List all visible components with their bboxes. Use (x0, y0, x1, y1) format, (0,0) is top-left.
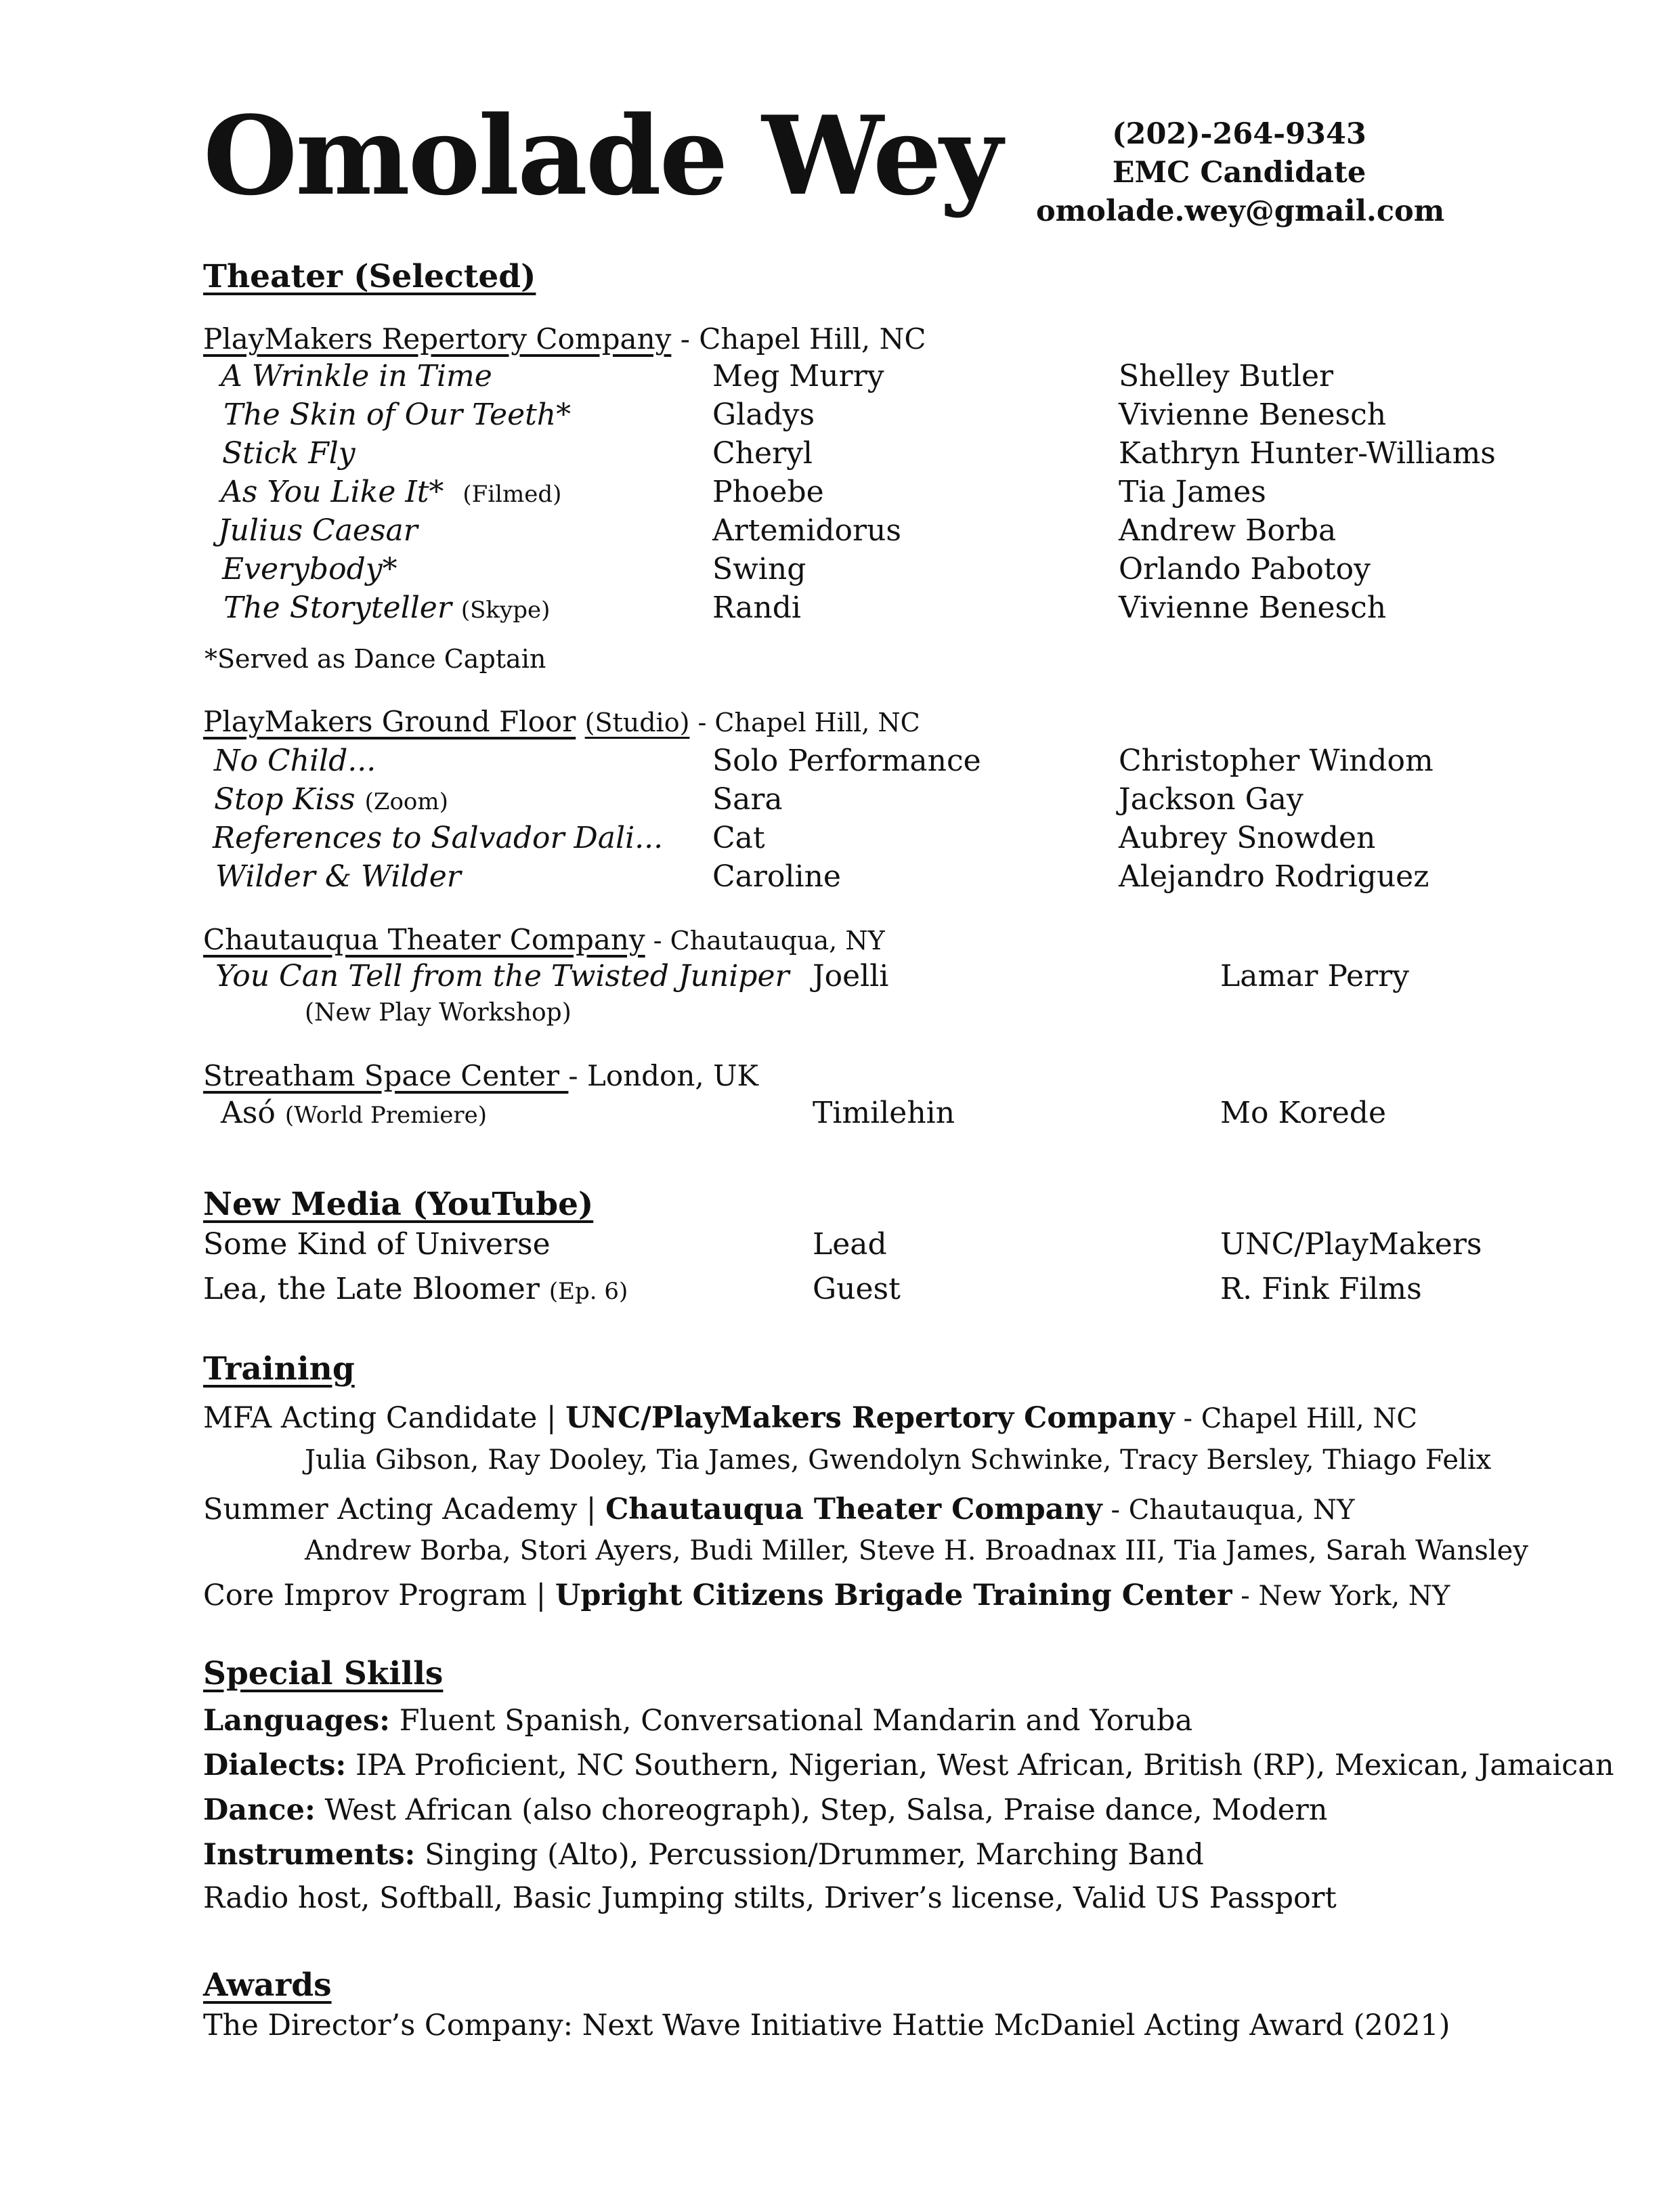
union-status: EMC Candidate (1112, 156, 1366, 190)
company-location: - Chapel Hill, NC (689, 708, 920, 737)
credit-row (0, 858, 1680, 896)
teacher-list: Julia Gibson, Ray Dooley, Tia James, Gwendolyn Schwinke, Tracy Bersley, Thiago Felix (305, 1444, 1492, 1476)
role: Lead (813, 1227, 887, 1262)
role: Artemidorus (712, 513, 901, 548)
role: Cat (712, 821, 765, 855)
show-title: Julius Caesar (218, 513, 418, 548)
phone-number: (202)-264-9343 (1112, 117, 1366, 151)
training-item (203, 1495, 1354, 1524)
director: Shelley Butler (1119, 359, 1334, 393)
credit-row (0, 742, 1680, 780)
credit-row (0, 473, 1680, 511)
show-title: You Can Tell from the Twisted Juniper (215, 959, 790, 993)
training-item (203, 1401, 1417, 1435)
production-note: (Skype) (460, 597, 551, 624)
awards-heading: Awards (203, 1967, 332, 2004)
company-chautauqua (203, 923, 885, 956)
training-heading: Training (203, 1350, 355, 1388)
contact-block (1036, 115, 1445, 231)
role: Caroline (712, 859, 841, 894)
company-location: - Chapel Hill, NC (671, 322, 926, 356)
production-note: (New Play Workshop) (305, 999, 572, 1027)
skill-dialects: Dialects: IPA Proficient, NC Southern, Nigerian, West African, British (RP), Mexican, Jamaican (203, 1749, 1614, 1782)
credit-row (0, 819, 1680, 857)
credit-row (0, 1094, 1680, 1132)
director: Alejandro Rodriguez (1119, 859, 1429, 894)
show-title: Everybody* (222, 552, 397, 586)
school: Chautauqua Theater Company (605, 1493, 1102, 1526)
production-note: (Filmed) (462, 481, 562, 508)
company-name: Chautauqua Theater Company (203, 923, 645, 956)
skill-other: Radio host, Softball, Basic Jumping stilts, Driver’s license, Valid US Passport (203, 1881, 1337, 1915)
director: Kathryn Hunter-Williams (1119, 436, 1496, 471)
show-title: Stick Fly (222, 436, 356, 471)
role: Solo Performance (712, 744, 981, 778)
show-title: A Wrinkle in Time (221, 359, 492, 393)
media-row (0, 1270, 1680, 1308)
school-location: - Chautauqua, NY (1102, 1495, 1355, 1526)
training-item (203, 1581, 1450, 1610)
show-title: Stop Kiss (Zoom) (214, 782, 448, 817)
skill-dance: Dance: West African (also choreograph), Step, Salsa, Praise dance, Modern (203, 1793, 1328, 1827)
company-name: PlayMakers Ground Floor (203, 705, 576, 738)
special-skills-heading: Special Skills (203, 1655, 444, 1692)
show-title: As You Like It* (Filmed) (221, 475, 562, 509)
production-note: (Zoom) (364, 788, 448, 815)
role: Randi (712, 591, 801, 625)
director: Tia James (1119, 475, 1266, 509)
credit-row (0, 781, 1680, 819)
production-note: (World Premiere) (284, 1102, 488, 1129)
show-title: The Storyteller (Skype) (223, 591, 551, 625)
role: Swing (712, 552, 806, 586)
new-media-heading: New Media (YouTube) (203, 1186, 594, 1223)
skill-instruments: Instruments: Singing (Alto), Percussion/Drummer, Marching Band (203, 1838, 1204, 1872)
role: Phoebe (712, 475, 824, 509)
credit-row (0, 396, 1680, 434)
director: Vivienne Benesch (1119, 591, 1387, 625)
role: Timilehin (813, 1096, 955, 1130)
school-location: - Chapel Hill, NC (1174, 1403, 1417, 1434)
theater-heading: Theater (Selected) (203, 258, 536, 295)
company-name: PlayMakers Repertory Company (203, 322, 672, 356)
role: Joelli (813, 959, 889, 993)
program: MFA Acting Candidate | (203, 1401, 566, 1435)
episode-note: (Ep. 6) (548, 1278, 628, 1305)
actor-name: Omolade Wey (203, 92, 1001, 219)
director: Jackson Gay (1119, 782, 1304, 817)
company-name: Streatham Space Center (203, 1059, 569, 1092)
director: Lamar Perry (1220, 959, 1410, 993)
school: UNC/PlayMakers Repertory Company (565, 1401, 1175, 1435)
credit-row (0, 589, 1680, 627)
director: Mo Korede (1220, 1096, 1386, 1130)
show-title: The Skin of Our Teeth* (223, 398, 572, 432)
media-title: Lea, the Late Bloomer (Ep. 6) (203, 1272, 628, 1306)
role: Sara (712, 782, 783, 817)
teacher-list: Andrew Borba, Stori Ayers, Budi Miller, Steve H. Broadnax III, Tia James, Sarah Wansley (305, 1535, 1528, 1566)
company-subtitle: (Studio) (584, 708, 690, 737)
show-title: Asó (World Premiere) (221, 1096, 488, 1130)
school: Upright Citizens Brigade Training Center (555, 1579, 1232, 1612)
email-address[interactable]: omolade.wey@gmail.com (1036, 194, 1445, 228)
show-title: References to Salvador Dali... (213, 821, 664, 855)
award-item: The Director’s Company: Next Wave Initiative Hattie McDaniel Acting Award (2021) (203, 2009, 1450, 2042)
director: Orlando Pabotoy (1119, 552, 1371, 586)
company-ground-floor (203, 705, 920, 738)
role: Guest (813, 1272, 901, 1306)
school-location: - New York, NY (1232, 1581, 1450, 1612)
credit-row (0, 512, 1680, 550)
credit-row (0, 958, 1680, 995)
credit-row (0, 551, 1680, 588)
production-credit: R. Fink Films (1220, 1272, 1422, 1306)
credit-row (0, 358, 1680, 395)
director: Christopher Windom (1119, 744, 1434, 778)
skill-languages: Languages: Fluent Spanish, Conversational Mandarin and Yoruba (203, 1704, 1193, 1738)
role: Meg Murry (712, 359, 884, 393)
credit-row (0, 435, 1680, 473)
show-title: Wilder & Wilder (215, 859, 461, 894)
program: Summer Acting Academy | (203, 1493, 606, 1526)
production-credit: UNC/PlayMakers (1220, 1227, 1482, 1262)
media-title: Some Kind of Universe (203, 1227, 551, 1262)
director: Aubrey Snowden (1119, 821, 1376, 855)
program: Core Improv Program | (203, 1579, 555, 1612)
company-location: - London, UK (568, 1059, 758, 1092)
company-playmakers (203, 322, 926, 356)
role: Gladys (712, 398, 815, 432)
media-row (0, 1226, 1680, 1264)
role: Cheryl (712, 436, 813, 471)
dance-captain-footnote: *Served as Dance Captain (204, 644, 546, 674)
director: Andrew Borba (1119, 513, 1337, 548)
show-title: No Child... (214, 744, 376, 778)
company-streatham (203, 1059, 758, 1092)
company-location: - Chautauqua, NY (645, 926, 885, 956)
director: Vivienne Benesch (1119, 398, 1387, 432)
